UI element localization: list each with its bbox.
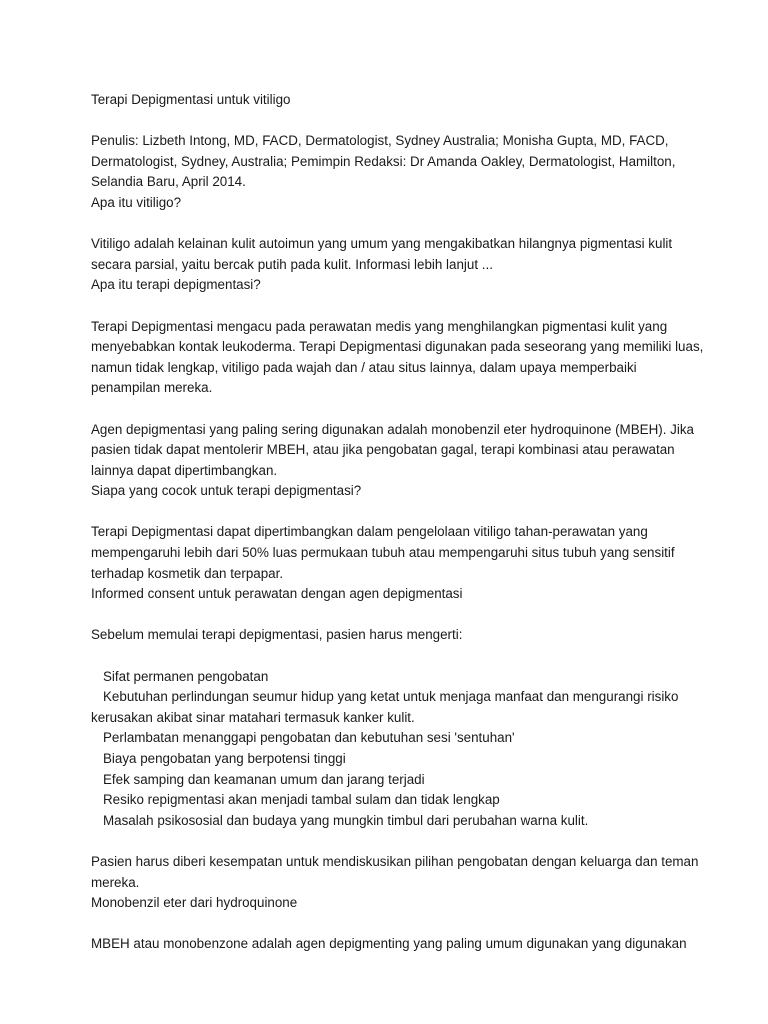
paragraph-line: Sebelum memulai terapi depigmentasi, pasien harus mengerti: — [91, 627, 463, 643]
paragraph-line: mereka. — [91, 874, 140, 890]
list-item: Sifat permanen pengobatan — [103, 668, 269, 684]
spacer — [91, 296, 681, 317]
heading-what-is-vitiligo: Apa itu vitiligo? — [91, 194, 182, 210]
authors-line-2: Dermatologist, Sydney, Australia; Pemimpin Redaksi: Dr Amanda Oakley, Dermatologist, Hamilton, — [91, 153, 676, 169]
heading-informed-consent: Informed consent untuk perawatan dengan agen depigmentasi — [91, 586, 463, 602]
list-item: Resiko repigmentasi akan menjadi tambal sulam dan tidak lengkap — [103, 792, 500, 808]
paragraph-line: Terapi Depigmentasi dapat dipertimbangkan dalam pengelolaan vitiligo tahan-perawatan yang — [91, 524, 648, 540]
spacer — [91, 831, 681, 852]
paragraph-line: Vitiligo adalah kelainan kulit autoimun yang umum yang mengakibatkan hilangnya pigmentasi kulit — [91, 236, 673, 252]
spacer — [91, 214, 681, 235]
spacer — [91, 646, 681, 667]
paragraph-line: lainnya dapat dipertimbangkan. — [91, 462, 278, 478]
spacer — [91, 111, 681, 132]
spacer — [91, 914, 681, 935]
paragraph-line: Agen depigmentasi yang paling sering digunakan adalah monobenzil eter hydroquinone (MBEH). Jika — [91, 421, 694, 437]
paragraph-line: Pasien harus diberi kesempatan untuk mendiskusikan pilihan pengobatan dengan keluarga dan teman — [91, 853, 699, 869]
paragraph-line: pasien tidak dapat mentolerir MBEH, atau jika pengobatan gagal, terapi kombinasi atau perawatan — [91, 442, 675, 458]
document-title: Terapi Depigmentasi untuk vitiligo — [91, 92, 291, 107]
spacer — [91, 502, 681, 523]
paragraph-line: MBEH atau monobenzone adalah agen depigmenting yang paling umum digunakan yang digunakan — [91, 936, 687, 952]
paragraph-line: secara parsial, yaitu bercak putih pada kulit. Informasi lebih lanjut ... — [91, 256, 493, 272]
list-item: Masalah psikososial dan budaya yang mungkin timbul dari perubahan warna kulit. — [103, 812, 589, 828]
paragraph-line: menyebabkan kontak leukoderma. Terapi Depigmentasi digunakan pada seseorang yang memiliki luas, — [91, 339, 704, 355]
paragraph-line: namun tidak lengkap, vitiligo pada wajah dan / atau situs lainnya, dalam upaya memperbaiki — [91, 359, 637, 375]
list-item-continuation: kerusakan akibat sinar matahari termasuk kanker kulit. — [91, 709, 415, 725]
heading-who-is-suitable: Siapa yang cocok untuk terapi depigmentasi? — [91, 483, 362, 499]
list-item: Kebutuhan perlindungan seumur hidup yang ketat untuk menjaga manfaat dan mengurangi risiko — [103, 689, 679, 705]
authors-line-3: Selandia Baru, April 2014. — [91, 174, 246, 190]
document-page — [91, 90, 704, 955]
authors-line-1: Penulis: Lizbeth Intong, MD, FACD, Dermatologist, Sydney Australia; Monisha Gupta, MD, FACD, — [91, 133, 669, 149]
paragraph-line: penampilan mereka. — [91, 380, 213, 396]
list-item: Biaya pengobatan yang berpotensi tinggi — [103, 751, 346, 766]
list-item: Perlambatan menanggapi pengobatan dan kebutuhan sesi 'sentuhan' — [103, 730, 515, 746]
heading-what-is-depigmentation: Apa itu terapi depigmentasi? — [91, 277, 261, 293]
heading-mbeh: Monobenzil eter dari hydroquinone — [91, 895, 298, 911]
spacer — [91, 399, 681, 420]
paragraph-line: Terapi Depigmentasi mengacu pada perawatan medis yang menghilangkan pigmentasi kulit yang — [91, 318, 668, 334]
paragraph-line: terhadap kosmetik dan terpapar. — [91, 565, 284, 581]
list-item: Efek samping dan keamanan umum dan jarang terjadi — [103, 771, 425, 787]
paragraph-line: mempengaruhi lebih dari 50% luas permukaan tubuh atau mempengaruhi situs tubuh yang sensitif — [91, 545, 675, 561]
spacer — [91, 605, 681, 626]
